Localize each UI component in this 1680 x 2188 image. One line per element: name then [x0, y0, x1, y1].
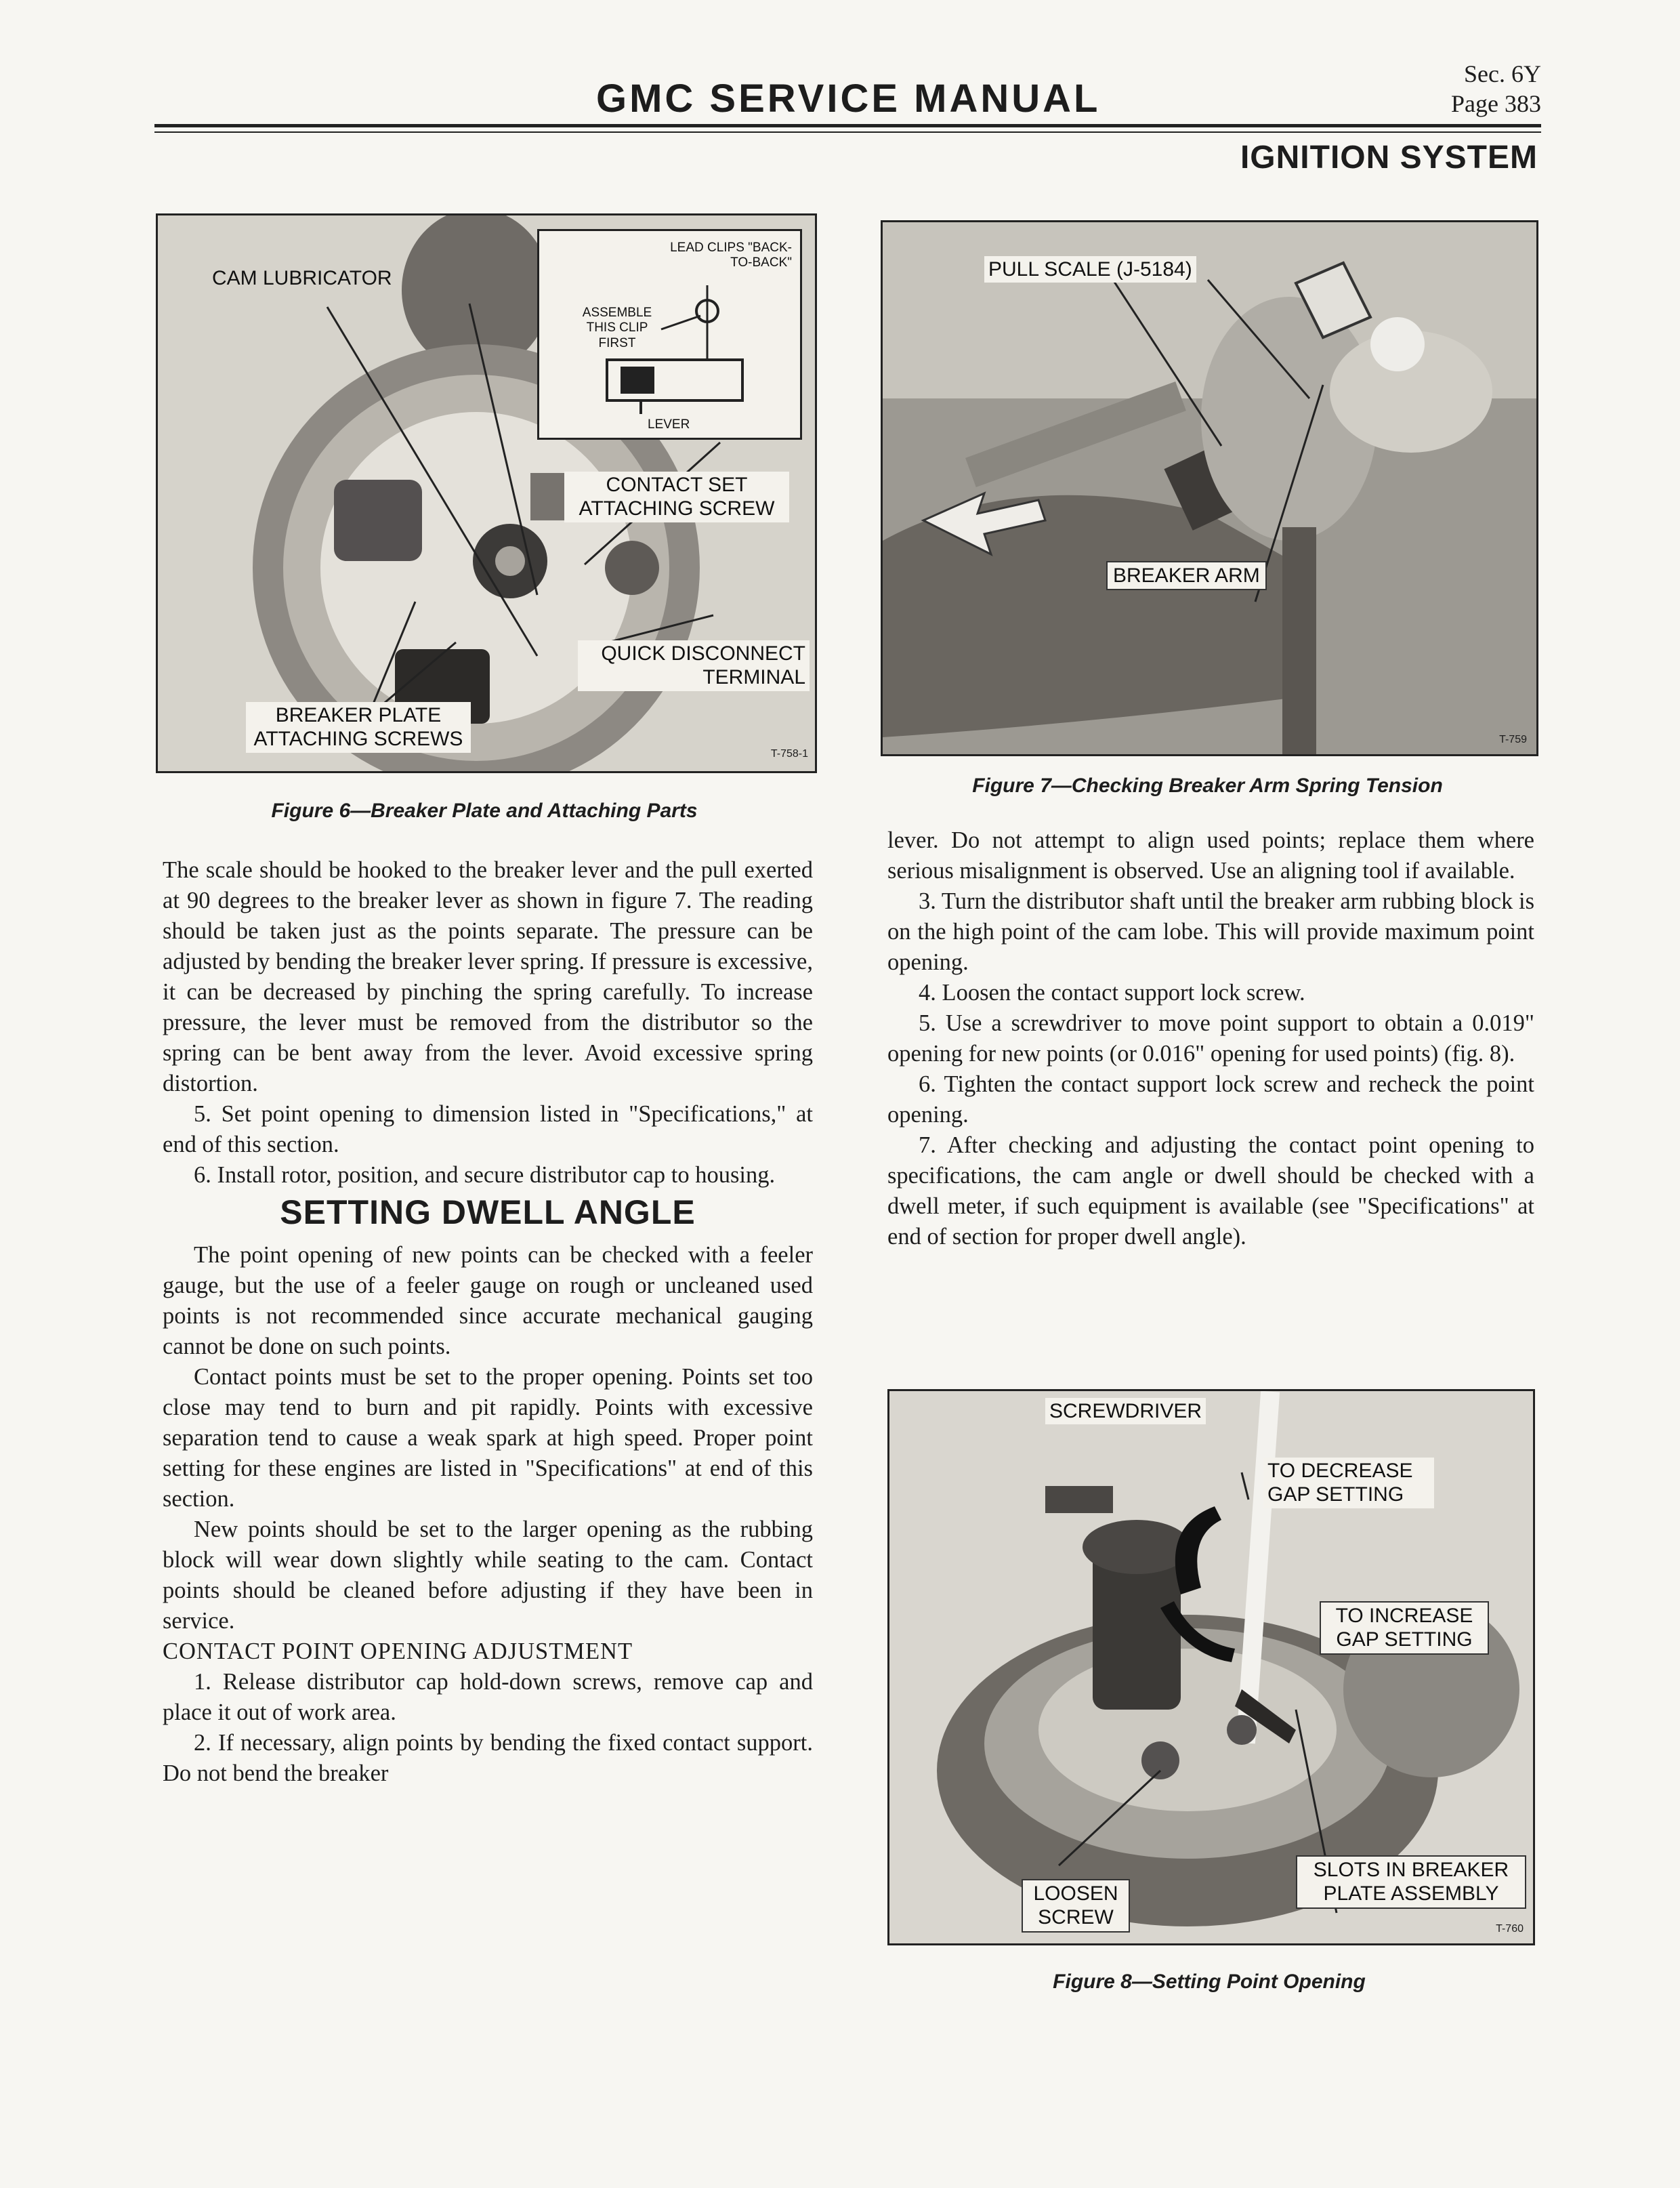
figure-7-illustration: [883, 222, 1536, 754]
left-text-column: [163, 855, 813, 1789]
figure-7-photo: [881, 220, 1538, 756]
setting-dwell-angle-heading: SETTING DWELL ANGLE: [280, 1193, 696, 1231]
figure-8-code: T-760: [1496, 1923, 1524, 1935]
figure-8-photo: [887, 1389, 1535, 1945]
right-paragraph-1: lever. Do not attempt to align used points; replace them where serious misalignment is observed. Use an aligning tool if available.: [887, 827, 1534, 884]
assemble-clip-label: ASSEMBLE THIS CLIP FIRST: [582, 306, 652, 350]
cam-lubricator-label: CAM LUBRICATOR: [212, 267, 392, 289]
left-paragraph-8: 2. If necessary, align points by bending the fixed contact support. Do not bend the breaker: [163, 1730, 813, 1786]
quick-disconnect-label: QUICK DISCONNECT TERMINAL: [578, 640, 810, 691]
header-rule-thin: [154, 131, 1541, 133]
left-paragraph-2: 5. Set point opening to dimension listed in "Specifications," at end of this section.: [163, 1101, 813, 1157]
system-title: IGNITION SYSTEM: [1240, 140, 1538, 176]
right-paragraph-5: 6. Tighten the contact support lock screw and recheck the point opening.: [887, 1071, 1534, 1128]
right-paragraph-2: 3. Turn the distributor shaft until the breaker arm rubbing block is on the high point of the cam lobe. This will provide maximum point opening.: [887, 888, 1534, 975]
lead-clips-label: LEAD CLIPS "BACK-TO-BACK": [670, 241, 792, 270]
loosen-screw-label: LOOSEN SCREW: [1022, 1879, 1130, 1933]
figure-7-caption: Figure 7—Checking Breaker Arm Spring Tension: [972, 775, 1443, 797]
figure-6-code: T-758-1: [770, 748, 808, 760]
right-paragraph-3: 4. Loosen the contact support lock screw.: [919, 980, 1305, 1006]
right-text-column: [887, 825, 1534, 1252]
left-paragraph-4: The point opening of new points can be checked with a feeler gauge, but the use of a feeler gauge on rough or uncleaned used points is not recommended since accurate mechanical gauging cannot be done on such points.: [163, 1242, 813, 1359]
screwdriver-label: SCREWDRIVER: [1045, 1398, 1206, 1424]
section-page-block: [1451, 60, 1541, 119]
right-paragraph-4: 5. Use a screwdriver to move point support to obtain a 0.019" opening for new points (or 0.016" opening for used points) (fig. 8).: [887, 1010, 1534, 1067]
lever-label: LEVER: [648, 417, 690, 432]
pull-scale-label: PULL SCALE (J-5184): [984, 256, 1196, 283]
left-paragraph-3: 6. Install rotor, position, and secure distributor cap to housing.: [194, 1162, 776, 1188]
contact-set-label: CONTACT SET ATTACHING SCREW: [564, 472, 789, 522]
figure-6-photo: [156, 213, 817, 773]
breaker-plate-label: BREAKER PLATE ATTACHING SCREWS: [246, 702, 471, 753]
left-paragraph-1: The scale should be hooked to the breaker lever and the pull exerted at 90 degrees to the breaker lever as shown in figure 7. The reading should be taken just as the points separate. The pressure can be adjusted by bending the breaker lever spring. If pressure is excessive, it can be decreased by pinching the spring carefully. To increase pressure, the lever must be removed from the distributor so the spring can be bent away from the lever. Avoid excessive spring distortion.: [163, 857, 813, 1096]
header-rule-thick: [154, 124, 1541, 127]
figure-6-caption: Figure 6—Breaker Plate and Attaching Parts: [271, 800, 698, 822]
section-number: Sec. 6Y: [1464, 60, 1541, 87]
to-increase-label: TO INCREASE GAP SETTING: [1320, 1601, 1489, 1655]
figure-8-caption: Figure 8—Setting Point Opening: [1053, 1970, 1366, 1993]
right-paragraph-6: 7. After checking and adjusting the contact point opening to specifications, the cam angle or dwell should be checked with a dwell meter, if such equipment is available (see "Specifications" at end of section for proper dwell angle).: [887, 1132, 1534, 1250]
left-paragraph-6: New points should be set to the larger opening as the rubbing block will wear down slightly while seating to the cam. Contact points should be cleaned before adjusting if they have been in service.: [163, 1516, 813, 1634]
lead-clips-inset: [537, 229, 802, 440]
breaker-arm-label: BREAKER ARM: [1106, 561, 1267, 590]
left-paragraph-7: 1. Release distributor cap hold-down screws, remove cap and place it out of work area.: [163, 1669, 813, 1725]
left-paragraph-5: Contact points must be set to the proper opening. Points set too close may tend to burn and pit rapidly. Points with excessive separation tend to cause a weak spark at high speed. Proper point setting for these engines are listed in "Specifications" at end of this section.: [163, 1364, 813, 1512]
to-decrease-label: TO DECREASE GAP SETTING: [1263, 1458, 1434, 1508]
manual-title: GMC SERVICE MANUAL: [596, 77, 1101, 121]
page-number: Page 383: [1451, 89, 1541, 117]
figure-7-code: T-759: [1499, 734, 1527, 745]
slots-label: SLOTS IN BREAKER PLATE ASSEMBLY: [1296, 1855, 1526, 1909]
contact-point-subheading: CONTACT POINT OPENING ADJUSTMENT: [163, 1638, 633, 1664]
